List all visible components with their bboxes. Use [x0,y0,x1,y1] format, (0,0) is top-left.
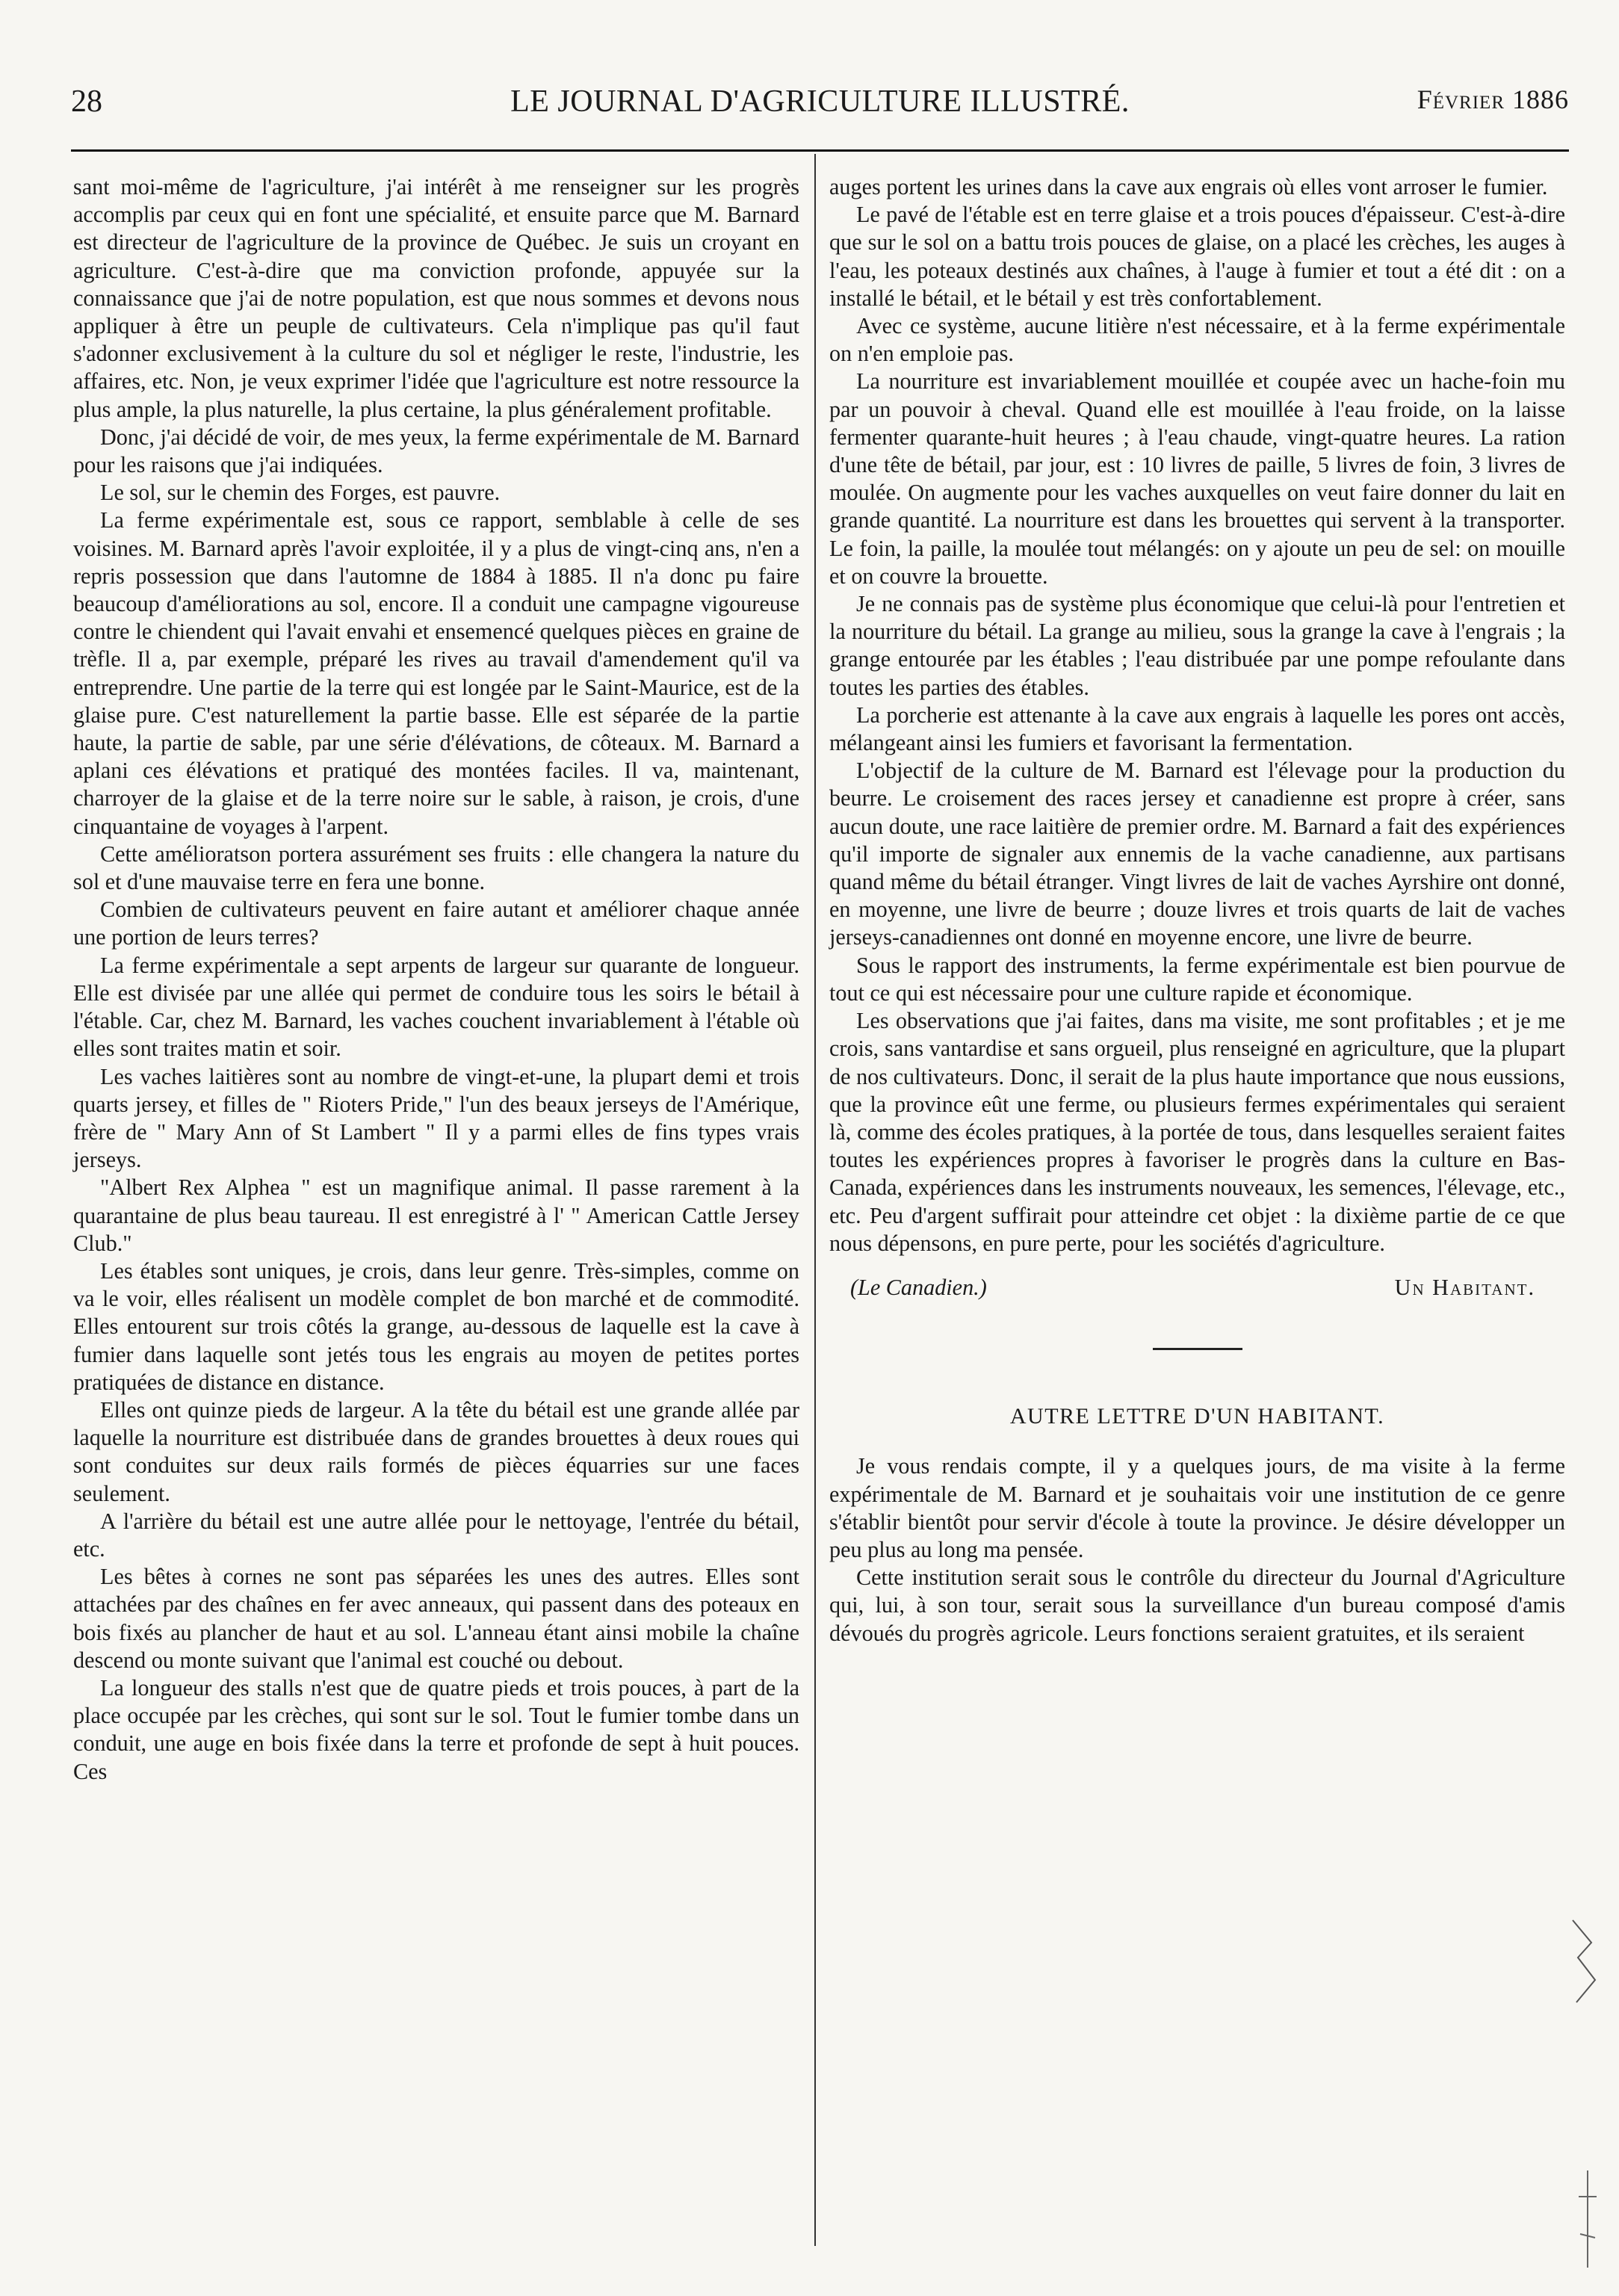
article-paragraph: La longueur des stalls n'est que de quatre pieds et trois pouces, à part de la place occupée par les crèches, qui sont sur le sol. Tout le fumier tombe dans un conduit, une auge en bois fixée dans la terre et profonde de sept à huit pouces. Ces [73,1674,799,1784]
page-number: 28 [71,84,102,119]
article-paragraph: Avec ce système, aucune litière n'est nécessaire, et à la ferme expérimentale on n'en emploie pas. [829,313,1565,367]
article-paragraph: La porcherie est attenante à la cave aux engrais à laquelle les pores ont accès, mélangeant ainsi les fumiers et favorisant la fermentation. [829,702,1565,756]
article-paragraph: L'objectif de la culture de M. Barnard est l'élevage pour la production du beurre. Le croisement des races jersey et canadienne est propre à créer, sans aucun doute, une race laitière de premier ordre. M. Barnard a fait des expériences qu'il importe de signaler aux ennemis de la vache canadienne, aux partisans quand même du bétail étranger. Vingt livres de lait de vaches Ayrshire ont donné, en moyenne, une livre de beurre ; douze livres et trois quarts de lait de vaches jerseys-canadiennes ont donné en moyenne encore, une livre de beurre. [829,758,1565,950]
journal-title: LE JOURNAL D'AGRICULTURE ILLUSTRÉ. [510,84,1130,119]
article-paragraph: Je ne connais pas de système plus économique que celui-là pour l'entretien et la nourriture du bétail. La grange au milieu, sous la grange la cave à l'engrais ; la grange entourée par les étables ; l'eau distribuée par une pompe refoulante dans toutes les parties des étables. [829,591,1565,700]
article-paragraph: A l'arrière du bétail est une autre allée pour le nettoyage, l'entrée du bétail, etc. [73,1508,799,1562]
article-signature [829,1274,1565,1302]
signature-source: (Le Canadien.) [850,1274,987,1300]
article-paragraph: Je vous rendais compte, il y a quelques jours, de ma visite à la ferme expérimentale de M. Barnard et je souhaitais voir une institution de ce genre s'établir bientôt pour servir d'école à toute la province. Je désire développer un peu plus au long ma pensée. [829,1453,1565,1562]
article-paragraph: Les observations que j'ai faites, dans ma visite, me sont profitables ; et je me crois, sans vantardise et sans orgueil, plus renseigné en agriculture, que la plupart de nos cultivateurs. Donc, il serait de la plus haute importance que nous eussions, que la province eût une ferme, ou plusieurs fermes expérimentales qui seraient là, comme des écoles pratiques, à la portée de tous, dans lesquelles seraient faites toutes les expériences propres à favoriser le progrès dans la culture en Bas-Canada, expériences dans les instruments nouveaux, les semences, l'élevage, etc., etc. Peu d'argent suffirait pour atteindre cet objet : la dixième partie de ce que nous dépensons, en pure perte, pour les sociétés d'agriculture. [829,1008,1565,1256]
article-paragraph: Sous le rapport des instruments, la ferme expérimentale est bien pourvue de tout ce qui est nécessaire pour une culture rapide et économique. [829,952,1565,1006]
article-paragraph: Cette institution serait sous le contrôle du directeur du Journal d'Agriculture qui, lui, à son tour, serait sous la surveillance d'un bureau composé d'amis dévoués du progrès agricole. Leurs fonctions seraient gratuites, et ils seraient [829,1565,1565,1646]
column-divider [814,154,816,2246]
article-paragraph: Les bêtes à cornes ne sont pas séparées les unes des autres. Elles sont attachées par des chaînes en fer avec anneaux, qui passent dans des poteaux en bois fixés au plancher de haut et au sol. L'anneau étant ainsi mobile la chaîne descend ou monte suivant que l'animal est couché ou debout. [73,1564,799,1673]
article-paragraph: Le sol, sur le chemin des Forges, est pauvre. [100,480,501,506]
margin-scribble-icon [1569,1913,1603,2010]
article-paragraph: auges portent les urines dans la cave aux engrais où elles vont arroser le fumier. [829,174,1548,199]
right-column [829,173,1565,1647]
section-separator [1153,1348,1242,1350]
header-rule [71,149,1569,152]
issue-date: Février 1886 [1417,84,1569,114]
signature-name: Un Habitant. [1394,1274,1535,1300]
article-paragraph: La ferme expérimentale est, sous ce rapport, semblable à celle de ses voisines. M. Barnard après l'avoir exploitée, il y a plus de vingt-cinq ans, n'en a repris possession que dans l'automne de 1884 à 1885. Il n'a donc pu faire beaucoup d'améliorations au sol, encore. Il a conduit une campagne vigoureuse contre le chiendent qui l'avait envahi et ensemencé quelques pièces en graine de trèfle. Il a, par exemple, préparé les rives au travail d'amendement qu'il va entreprendre. Une partie de la terre qui est longée par le Saint-Maurice, est de la glaise pure. C'est naturellement la partie basse. Elle est séparée de la partie haute, la partie de sable, par une série d'élévations, de côteaux. M. Barnard a aplani ces élévations et pratiqué des montées faciles. Il va, maintenant, charroyer de la glaise et de la terre noire sur le sable, à raison, je crois, d'une cinquantaine de voyages à l'arpent. [73,507,799,839]
margin-scribble-icon [1573,2167,1603,2271]
article-paragraph: sant moi-même de l'agriculture, j'ai intérêt à me renseigner sur les progrès accomplis par ceux qui en font une spécialité, et ensuite parce que M. Barnard est directeur de l'agriculture de la province de Québec. Je suis un croyant en agriculture. C'est-à-dire que ma conviction profonde, appuyée sur la connaissance que j'ai de notre population, est que nous sommes et devons nous appliquer à être un peuple de cultivateurs. Cela n'implique pas qu'il faut s'adonner exclusivement à la culture du sol et négliger le reste, l'industrie, les affaires, etc. Non, je veux exprimer l'idée que l'agriculture est notre ressource la plus ample, la plus naturelle, la plus certaine, la plus généralement profitable. [73,174,799,422]
article-paragraph: Combien de cultivateurs peuvent en faire autant et améliorer chaque année une portion de leurs terres? [73,897,799,950]
article-paragraph: Donc, j'ai décidé de voir, de mes yeux, la ferme expérimentale de M. Barnard pour les raisons que j'ai indiquées. [73,424,799,478]
article-paragraph: La nourriture est invariablement mouillée et coupée avec un hache-foin mu par un pouvoir à cheval. Quand elle est mouillée à l'eau froide, on la laisse fermenter quarante-huit heures ; à l'eau chaude, vingt-quatre heures. La ration d'une tête de bétail, par jour, est : 10 livres de paille, 5 livres de foin, 3 livres de moulée. On augmente pour les vaches auxquelles on veut faire donner du lait en grande quantité. La nourriture est dans les brouettes qui servent à la transporter. Le foin, la paille, la moulée tout mélangés: on y ajoute un peu de sel: on mouille et on couvre la brouette. [829,368,1565,589]
article-paragraph: Les étables sont uniques, je crois, dans leur genre. Très-simples, comme on va le voir, elles réalisent un modèle complet de bon marché et de commodité. Elles entourent sur trois côtés la grange, au-dessous de laquelle est la cave à fumier dans laquelle sont jetés tous les engrais au moyen de petites portes pratiquées de distance en distance. [73,1257,799,1395]
section-title: AUTRE LETTRE D'UN HABITANT. [1009,1404,1385,1429]
article-paragraph: Cette amélioratson portera assurément ses fruits : elle changera la nature du sol et d'une mauvaise terre en fera une bonne. [73,841,799,895]
article-paragraph: "Albert Rex Alphea " est un magnifique animal. Il passe rarement à la quarantaine de plus beau taureau. Il est enregistré à l' " American Cattle Jersey Club." [73,1175,799,1256]
article-paragraph: Le pavé de l'étable est en terre glaise et a trois pouces d'épaisseur. C'est-à-dire que sur le sol on a battu trois pouces de glaise, on a placé les crèches, les auges à l'eau, les poteaux destinés aux chaînes, à l'auge à fumier et tout a été dit : on a installé le bétail, et le bétail y est très confortablement. [829,202,1565,311]
article-paragraph: La ferme expérimentale a sept arpents de largeur sur quarante de longueur. Elle est divisée par une allée qui permet de conduire tous les soirs le bétail à l'étable. Car, chez M. Barnard, les vaches couchent invariablement à l'étable où elles sont traites matin et soir. [73,952,799,1062]
article-paragraph: Les vaches laitières sont au nombre de vingt-et-une, la plupart demi et trois quarts jersey, et filles de " Rioters Pride," l'un des beaux jerseys de l'Amérique, frère de " Mary Ann of St Lambert " Il y a parmi elles de fins types vrais jerseys. [73,1063,799,1173]
left-column [73,173,799,1786]
article-paragraph: Elles ont quinze pieds de largeur. A la tête du bétail est une grande allée par laquelle la nourriture est distribuée dans de grandes brouettes à deux roues qui sont conduites sur deux rails formés de pièces équarries sur une faces seulement. [73,1396,799,1506]
page-header [71,84,1569,129]
